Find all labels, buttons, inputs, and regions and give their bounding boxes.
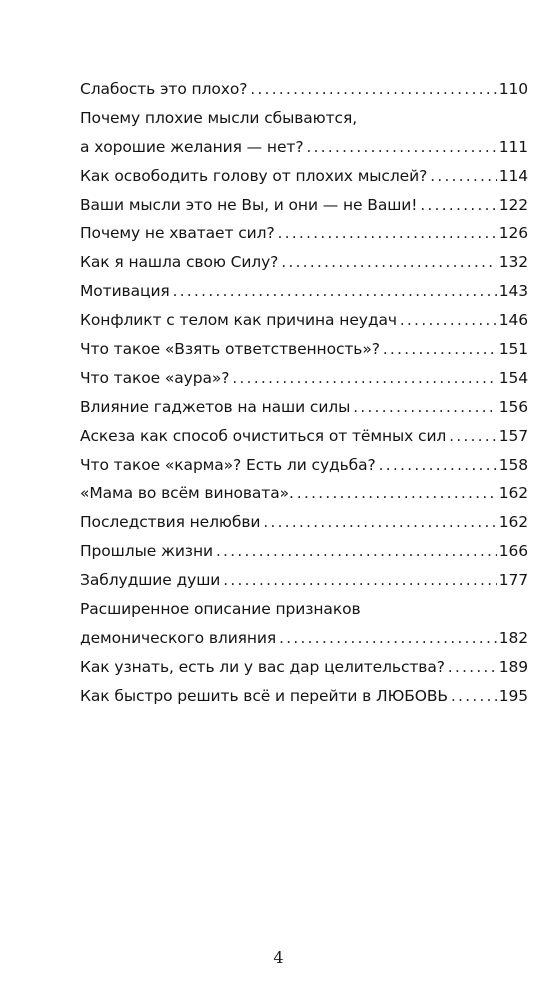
toc-entry-title: Что такое «аура»? [80,368,230,387]
toc-entry-page: 162 [498,484,528,503]
toc-entry [80,422,528,451]
toc-entry [80,566,528,595]
toc-dot-leader [353,393,496,422]
toc-entry-page: 157 [498,426,528,445]
toc-entry [80,653,528,682]
toc-dot-leader [223,566,496,595]
toc-entry [80,248,528,277]
toc-entry-title: Аскеза как способ очиститься от тёмных сил [80,426,447,445]
toc-dot-leader [278,219,497,248]
toc-entry-page: 156 [498,397,528,416]
toc-line [80,133,528,162]
toc-line [80,393,528,422]
toc-line [80,595,528,624]
toc-line [80,624,528,653]
toc-dot-leader [420,191,496,220]
toc-entry-page: 146 [498,311,528,330]
toc-entry-page: 195 [498,686,528,705]
toc-entry [80,104,528,162]
toc-entry-title: Почему плохие мысли сбываются, [80,108,358,127]
toc-entry-title: Последствия нелюбви [80,513,261,532]
toc-line [80,422,528,451]
toc-entry-page: 154 [498,368,528,387]
toc-entry [80,479,528,508]
toc-entry-title: Как освободить голову от плохих мыслей? [80,166,428,185]
toc-entry-title: Как узнать, есть ли у вас дар целительства? [80,657,445,676]
toc-line [80,191,528,220]
toc-entry [80,162,528,191]
toc-dot-leader [281,248,496,277]
toc-line [80,335,528,364]
toc-line [80,162,528,191]
toc-line [80,682,528,711]
toc-entry-title: Как быстро решить всё и перейти в ЛЮБОВЬ [80,686,448,705]
toc-entry [80,451,528,480]
toc-dot-leader [263,508,496,537]
toc-entry-page: 166 [498,542,528,561]
toc-entry-page: 126 [498,224,528,243]
toc-entry-page: 151 [498,340,528,359]
toc-line [80,451,528,480]
toc-dot-leader [448,653,497,682]
toc-dot-leader [216,537,497,566]
toc-entry-title: Конфликт с телом как причина неудач [80,311,397,330]
toc-entry-title: Как я нашла свою Силу? [80,253,279,272]
toc-entry-page: 132 [498,253,528,272]
toc-dot-leader [250,75,496,104]
toc-entry-page: 158 [498,455,528,474]
toc-entry [80,277,528,306]
toc-line [80,277,528,306]
toc-entry-title: «Мама во всём виновата». [80,484,294,503]
toc-entry [80,595,528,653]
toc-line [80,364,528,393]
toc-entry-title: Мотивация [80,282,170,301]
toc-dot-leader [306,133,496,162]
toc-entry-page: 143 [498,282,528,301]
toc-entry-title: Почему не хватает сил? [80,224,275,243]
toc-entry-title: Ваши мысли это не Вы, и они — не Ваши! [80,195,418,214]
toc-entry [80,219,528,248]
toc-dot-leader [379,451,497,480]
toc-entry-page: 162 [498,513,528,532]
toc-entry [80,508,528,537]
toc-entry-title: Что такое «карма»? Есть ли судьба? [80,455,376,474]
toc-entry-page: 110 [498,80,528,98]
toc-line [80,508,528,537]
toc-dot-leader [173,277,497,306]
toc-dot-leader [279,624,497,653]
toc-entry [80,75,528,104]
toc-line [80,479,528,508]
toc-dot-leader [430,162,497,191]
toc-entry-title: Влияние гаджетов на наши силы [80,397,351,416]
toc-line [80,566,528,595]
toc-entry [80,682,528,711]
toc-entry-page: 114 [498,166,528,185]
toc-entry-page: 189 [498,657,528,676]
toc-entry [80,537,528,566]
toc-entry-page: 182 [498,628,528,647]
toc-line [80,537,528,566]
toc-line [80,75,528,104]
toc-line [80,653,528,682]
toc-entry-title: демонического влияния [80,628,277,647]
toc-dot-leader [232,364,496,393]
toc-entry-page: 177 [498,571,528,590]
toc-entry-title: Прошлые жизни [80,542,213,561]
toc-line [80,306,528,335]
toc-line [80,104,528,133]
toc-entry-title: Расширенное описание признаков [80,600,361,619]
toc-dot-leader [449,422,496,451]
toc-entry [80,306,528,335]
table-of-contents [80,75,528,711]
toc-entry-page: 122 [498,195,528,214]
toc-entry-title: Заблудшие души [80,571,221,590]
toc-line [80,219,528,248]
page-number: 4 [273,948,284,967]
toc-dot-leader [451,682,497,711]
toc-entry [80,191,528,220]
toc-dot-leader [297,479,497,508]
toc-entry-title: Что такое «Взять ответственность»? [80,340,380,359]
toc-entry [80,393,528,422]
toc-entry-title: Слабость это плохо? [80,80,248,98]
toc-entry [80,364,528,393]
toc-entry [80,335,528,364]
toc-line [80,248,528,277]
toc-dot-leader [400,306,497,335]
toc-entry-title: а хорошие желания — нет? [80,137,304,156]
toc-dot-leader [383,335,497,364]
toc-entry-page: 111 [498,137,528,156]
